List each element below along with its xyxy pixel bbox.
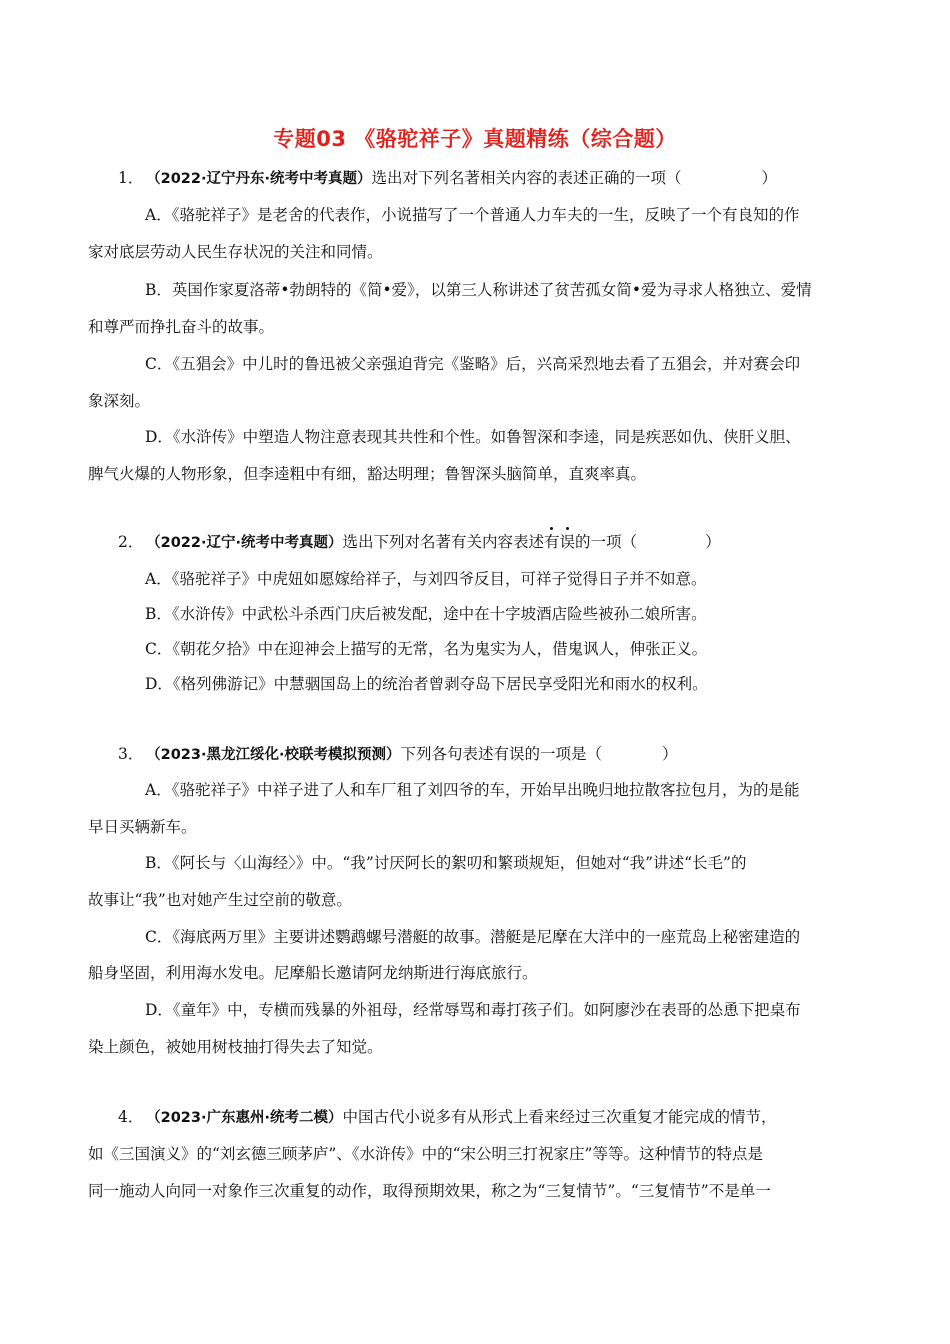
q4-text-1: 中国古代小说多有从形式上看来经过三次重复才能完成的情节， — [342, 1108, 777, 1126]
q3-option-b-cont: 故事让“我”也对她产生过空前的敬意。 — [88, 891, 352, 909]
q2-emphasis-1: 有 — [544, 533, 560, 551]
q1-source: （2022·辽宁丹东·统考中考真题） — [153, 171, 372, 187]
q2-close-paren: ） — [705, 533, 721, 551]
q3-close-paren: ） — [662, 745, 678, 763]
q2-source: （2022·辽宁·统考中考真题） — [153, 535, 343, 551]
q1-option-d-cont: 脾气火爆的人物形象，但李逵粗中有细，豁达明理；鲁智深头脑简单，直爽率真。 — [88, 465, 647, 483]
q3-option-a-cont: 早日买辆新车。 — [88, 818, 197, 836]
q2-question-post: 的一项（ — [575, 533, 638, 551]
q3-source: （2023·黑龙江绥化·校联考模拟预测） — [153, 747, 401, 763]
q1-option-b-cont: 和尊严而挣扎奋斗的故事。 — [88, 318, 275, 336]
q4-stem — [88, 1107, 863, 1128]
q3-option-d-cont: 染上颜色，被她用树枝抽打得失去了知觉。 — [88, 1038, 383, 1056]
q3-option-a: A．《骆驼祥子》中祥子进了人和车厂租了刘四爷的车，开始早出晚归地拉散客拉包月，为的是能 — [145, 781, 800, 799]
q3-option-c: C．《海底两万里》主要讲述鹦鹉螺号潜艇的故事。潜艇是尼摩在大洋中的一座荒岛上秘密建造的 — [145, 928, 801, 946]
q2-option-b: B．《水浒传》中武松斗杀西门庆后被发配，途中在十字坡酒店险些被孙二娘所害。 — [145, 605, 707, 623]
q1-stem — [88, 168, 863, 189]
q2-option-a: A．《骆驼祥子》中虎妞如愿嫁给祥子，与刘四爷反目，可祥子觉得日子并不如意。 — [145, 570, 707, 588]
q2-emphasis-2: 误 — [559, 533, 576, 551]
q3-option-c-cont: 船身坚固，利用海水发电。尼摩船长邀请阿龙纳斯进行海底旅行。 — [88, 964, 538, 982]
q2-stem — [88, 532, 863, 553]
q3-option-d: D．《童年》中，专横而残暴的外祖母，经常辱骂和毒打孩子们。如阿廖沙在表哥的怂恿下把桌布 — [145, 1001, 801, 1019]
q3-question: 下列各句表述有误的一项是（ — [400, 745, 603, 763]
q1-option-a-cont: 家对底层劳动人民生存状况的关注和同情。 — [88, 243, 383, 261]
q1-number: 1． — [118, 169, 144, 187]
q1-option-c: C．《五猖会》中儿时的鲁迅被父亲强迫背完《鉴略》后，兴高采烈地去看了五猖会，并对赛会印 — [145, 355, 801, 373]
q4-number: 4． — [118, 1108, 144, 1126]
q1-option-d: D．《水浒传》中塑造人物注意表现其共性和个性。如鲁智深和李逵，同是疾恶如仇、侠肝义胆、 — [145, 428, 801, 446]
q4-source: （2023·广东惠州·统考二模） — [153, 1110, 343, 1126]
q3-stem — [88, 744, 863, 765]
q1-close-paren: ） — [761, 169, 778, 187]
q4-text-2: 如《三国演义》的“刘玄德三顾茅庐”、《水浒传》中的“宋公明三打祝家庄”等等。这种情节的特点是 — [88, 1145, 763, 1163]
q2-option-d: D．《格列佛游记》中慧骃国岛上的统治者曾剥夺岛下居民享受阳光和雨水的权利。 — [145, 675, 708, 693]
q3-option-b: B．《阿长与〈山海经〉》中。“我”讨厌阿长的絮叨和繁琐规矩，但她对“我”讲述“长毛”的 — [145, 854, 747, 872]
q1-option-a: A．《骆驼祥子》是老舍的代表作，小说描写了一个普通人力车夫的一生，反映了一个有良知的作 — [145, 206, 800, 224]
q1-question: 选出对下列名著相关内容的表述正确的一项（ — [371, 169, 682, 187]
q4-text-3: 同一施动人向同一对象作三次重复的动作，取得预期效果，称之为“三复情节”。“三复情节”不是单一 — [88, 1182, 771, 1200]
q2-option-c: C．《朝花夕拾》中在迎神会上描写的无常，名为鬼实为人，借鬼讽人，伸张正义。 — [145, 640, 708, 658]
page-title: 专题03 《骆驼祥子》真题精练（综合题） — [273, 127, 677, 151]
q2-question-pre: 选出下列对名著有关内容表述 — [342, 533, 545, 551]
q2-number: 2． — [118, 533, 144, 551]
q1-option-c-cont: 象深刻。 — [88, 392, 151, 410]
q1-option-b: B．英国作家夏洛蒂•勃朗特的《简•爱》，以第三人称讲述了贫苦孤女简•爱为寻求人格独立、爱情 — [145, 281, 812, 299]
q3-number: 3． — [118, 745, 144, 763]
